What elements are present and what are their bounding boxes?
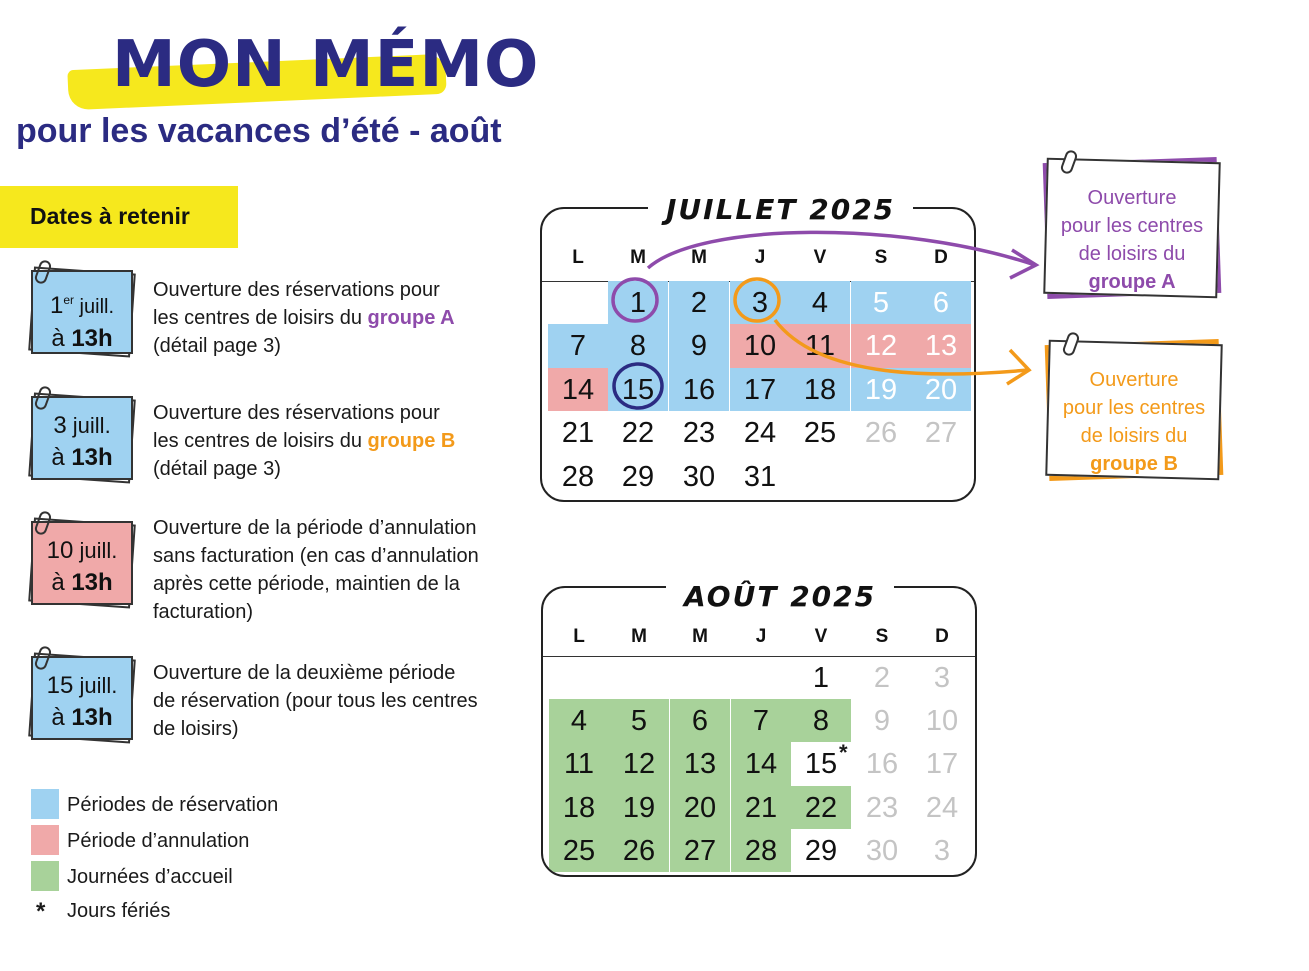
- calendar-day: 3: [933, 834, 951, 867]
- calendar-day: 18: [803, 373, 837, 406]
- circle-july-3: [735, 279, 779, 321]
- weekday-header: S: [874, 247, 888, 268]
- calendar-day: 16: [865, 748, 899, 781]
- weekday-header: V: [814, 626, 828, 647]
- calendar-day: 15: [804, 748, 838, 781]
- weekday-header: M: [630, 247, 646, 268]
- weekday-header: M: [691, 247, 707, 268]
- calendar-day: 8: [812, 705, 830, 738]
- calendar-day: 15: [621, 373, 655, 406]
- legend-label-annulation: Période d’annulation: [67, 830, 250, 852]
- date-day: 1: [49, 292, 64, 319]
- calendar-day: 1: [812, 662, 830, 694]
- date-note-2: 3 juill. à 13h: [31, 396, 133, 480]
- weekday-header: L: [573, 626, 585, 647]
- calendar-day: 2: [690, 287, 708, 319]
- calendar-day: 20: [924, 373, 958, 406]
- section-title: Dates à retenir: [30, 203, 190, 229]
- calendar-day: 9: [873, 705, 891, 738]
- group-b-label: groupe B: [367, 430, 456, 452]
- calendar-july-title: JUILLET 2025: [648, 193, 913, 226]
- date-time-prefix: à: [51, 325, 72, 352]
- calendar-day: 19: [622, 791, 656, 824]
- calendar-day: 25: [562, 834, 596, 867]
- calendar-day: 19: [864, 373, 898, 406]
- page-subtitle: pour les vacances d’été - août: [16, 112, 502, 150]
- calendar-day: 20: [683, 791, 717, 824]
- calendar-day: 21: [561, 417, 595, 450]
- date-desc-1: Ouverture des réservations pour les centres de loisirs du groupe A (détail page 3): [153, 279, 455, 357]
- calendar-day: 3: [933, 662, 951, 694]
- calendar-day: 13: [683, 748, 717, 781]
- calendar-day: 23: [682, 417, 716, 450]
- date-desc-4: Ouverture de la deuxième période de réservation (pour tous les centres de loisirs): [153, 662, 478, 740]
- calendar-day: 14: [744, 748, 778, 781]
- group-a-label: groupe A: [367, 307, 455, 329]
- calendar-day: 4: [811, 287, 829, 319]
- calendar-day: 5: [872, 287, 890, 319]
- calendar-day: 3: [751, 287, 769, 319]
- circle-july-1: [613, 279, 657, 321]
- calendar-day: 24: [743, 417, 777, 450]
- calendar-day: 7: [752, 705, 770, 738]
- card-group-a: Ouverture pour les centres de loisirs du groupe A: [1045, 160, 1219, 296]
- weekday-header: J: [755, 626, 767, 647]
- calendar-day: 28: [561, 460, 595, 493]
- weekday-header: D: [935, 626, 949, 647]
- legend-label-feries: Jours fériés: [67, 900, 171, 922]
- calendar-day: 31: [743, 460, 777, 493]
- weekday-header: L: [572, 247, 584, 268]
- holiday-asterisk-icon: *: [839, 740, 848, 766]
- calendar-day: 28: [744, 834, 778, 867]
- calendar-day: 14: [561, 373, 595, 406]
- page-title: MON MÉMO: [112, 28, 540, 102]
- weekday-header: V: [813, 247, 827, 268]
- weekday-header: D: [934, 247, 948, 268]
- date-desc-2: Ouverture des réservations pour les centres de loisirs du groupe B (détail page 3): [153, 402, 456, 480]
- calendar-day: 17: [925, 748, 959, 781]
- date-desc-3: Ouverture de la période d’annulation sans facturation (en cas d’annulation après cette période, maintien de la facturation): [153, 517, 479, 623]
- calendar-day: 26: [622, 834, 656, 867]
- calendar-day: 26: [864, 417, 898, 450]
- date-sup: er: [63, 293, 74, 307]
- calendar-day: 29: [804, 834, 838, 867]
- calendar-august-title: AOÛT 2025: [666, 580, 894, 613]
- calendar-day: 11: [563, 748, 595, 781]
- date-note-4: 15 juill. à 13h: [31, 656, 133, 740]
- calendar-day: 30: [682, 460, 716, 493]
- asterisk-icon: *: [36, 898, 46, 925]
- weekday-header: S: [875, 626, 889, 647]
- calendar-day: 24: [925, 791, 959, 824]
- calendar-day: 13: [924, 330, 958, 363]
- calendar-day: 27: [683, 834, 717, 867]
- calendar-day: 21: [744, 791, 778, 824]
- date-time: 13h: [71, 325, 113, 352]
- calendar-day: 2: [873, 662, 891, 694]
- calendar-day: 25: [803, 417, 837, 450]
- calendar-day: 11: [804, 330, 836, 363]
- weekday-header: M: [631, 626, 647, 647]
- calendar-day: 7: [569, 330, 587, 363]
- calendar-day: 18: [562, 791, 596, 824]
- calendar-day: 10: [925, 705, 959, 738]
- calendar-day: 8: [629, 330, 647, 363]
- calendar-day: 16: [682, 373, 716, 406]
- calendar-day: 6: [691, 705, 709, 738]
- calendar-day: 17: [743, 373, 777, 406]
- calendar-day: 27: [924, 417, 958, 450]
- calendar-day: 12: [864, 330, 898, 363]
- legend-label-accueil: Journées d’accueil: [67, 866, 233, 888]
- arrow-head-icon: [1007, 350, 1029, 384]
- weekday-header: J: [754, 247, 766, 268]
- calendar-day: 30: [865, 834, 899, 867]
- calendar-day: 4: [570, 705, 588, 738]
- card-group-b: Ouverture pour les centres de loisirs du groupe B: [1047, 342, 1221, 478]
- date-month: juill.: [74, 296, 115, 318]
- calendar-day: 12: [622, 748, 656, 781]
- arrow-group-b: [775, 320, 1028, 374]
- calendar-day: 1: [629, 287, 647, 319]
- calendar-day: 10: [743, 330, 777, 363]
- calendar-day: 22: [621, 417, 655, 450]
- calendar-day: 6: [932, 287, 950, 319]
- weekday-header: M: [692, 626, 708, 647]
- calendar-day: 22: [804, 791, 838, 824]
- circle-july-15: [614, 364, 662, 408]
- arrow-head-icon: [1010, 250, 1036, 278]
- calendar-day: 5: [630, 705, 648, 738]
- date-note-3: 10 juill. à 13h: [31, 521, 133, 605]
- arrow-group-a: [648, 232, 1035, 268]
- calendar-day: 23: [865, 791, 899, 824]
- calendar-day: 29: [621, 460, 655, 493]
- calendar-day: 9: [690, 330, 708, 363]
- legend-label-reservation: Périodes de réservation: [67, 794, 279, 816]
